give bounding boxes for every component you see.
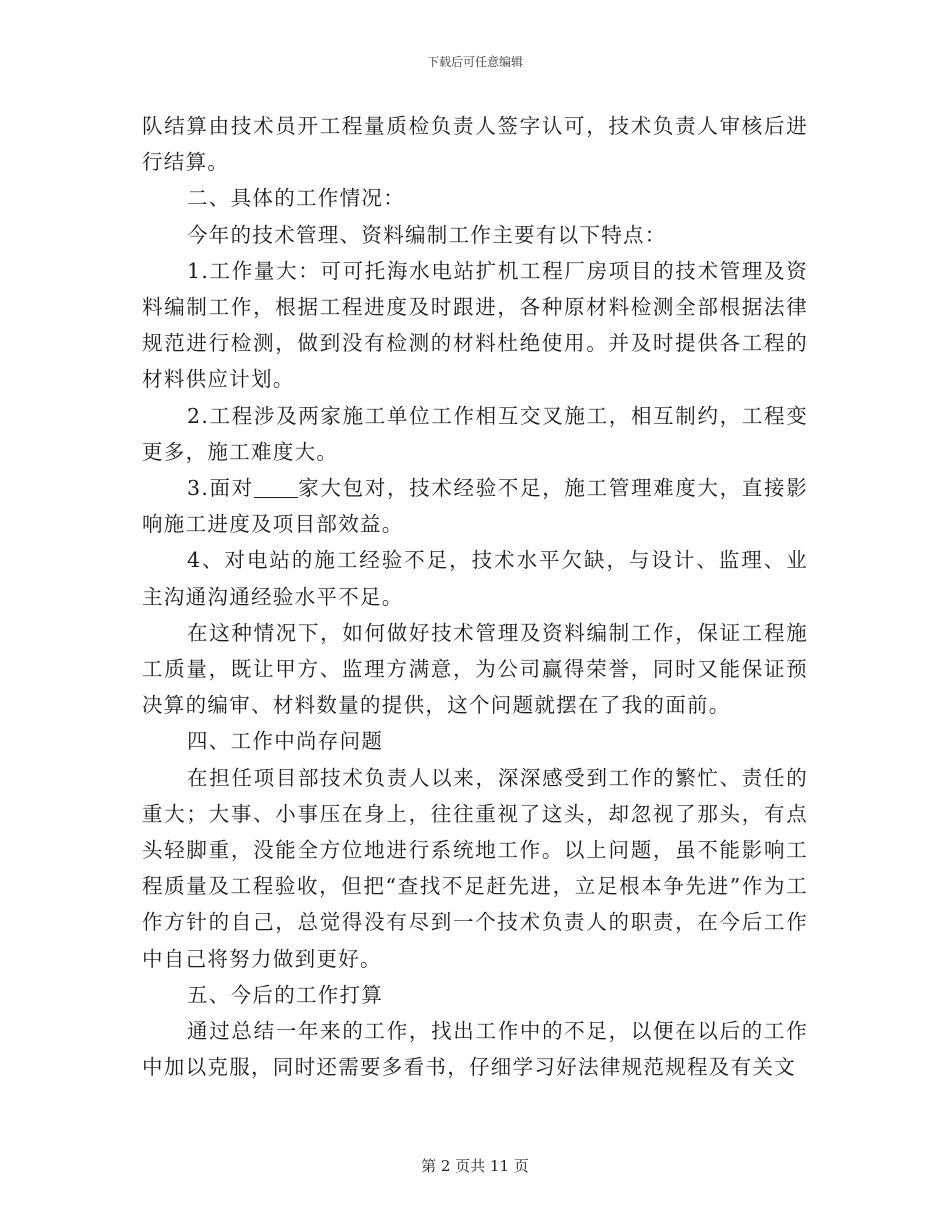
paragraph-situation: 在这种情况下，如何做好技术管理及资料编制工作，保证工程施工质量，既让甲方、监理方满意，为公司赢得荣誉，同时又能保证预决算的编审、材料数量的提供，这个问题就摆在了我的面前。 bbox=[142, 620, 808, 718]
page-footer: 第 2 页共 11 页 bbox=[421, 1157, 529, 1175]
section-heading-5: 五、今后的工作打算 bbox=[187, 982, 384, 1007]
paragraph-1: 队结算由技术员开工程量质检负责人签字认可，技术负责人审核后进行结算。 bbox=[142, 114, 808, 175]
fill-in-blank bbox=[254, 477, 298, 498]
section-heading-2: 二、具体的工作情况： bbox=[187, 186, 405, 211]
list-item-2: 2.工程涉及两家施工单位工作相互交叉施工，相互制约，工程变更多，施工难度大。 bbox=[142, 403, 808, 464]
list-item-4: 4、对电站的施工经验不足，技术水平欠缺，与设计、监理、业主沟通沟通经验水平不足。 bbox=[142, 548, 808, 609]
list-item-3-after: 家大包对，技术经验不足，施工管理难度大，直接影响施工进度及项目部效益。 bbox=[142, 476, 808, 537]
list-item-3-before: 3.面对 bbox=[187, 476, 254, 501]
section-heading-4: 四、工作中尚存问题 bbox=[187, 729, 384, 754]
list-item-3 bbox=[142, 470, 808, 542]
paragraph-intro: 今年的技术管理、资料编制工作主要有以下特点： bbox=[187, 222, 667, 247]
body-text bbox=[142, 108, 808, 1085]
paragraph-problems: 在担任项目部技术负责人以来，深深感受到工作的繁忙、责任的重大；大事、小事压在身上，往往重视了这头，却忽视了那头，有点头轻脚重，没能全方位地进行系统地工作。以上问题，虽不能影响工程质量及工程验收，但把“查找不足赶先进，立足根本争先进”作为工作方针的自己，总觉得没有尽到一个技术负责人的职责，在今后工作中自己将努力做到更好。 bbox=[142, 765, 808, 971]
page-header: 下载后可任意编辑 bbox=[426, 55, 523, 69]
paragraph-plans: 通过总结一年来的工作，找出工作中的不足，以便在以后的工作中加以克服，同时还需要多看书，仔细学习好法律规范规程及有关文 bbox=[142, 1019, 808, 1080]
list-item-1: 1.工作量大：可可托海水电站扩机工程厂房项目的技术管理及资料编制工作，根据工程进度及时跟进，各种原材料检测全部根据法律规范进行检测，做到没有检测的材料杜绝使用。并及时提供各工程的材料供应计划。 bbox=[142, 258, 808, 392]
